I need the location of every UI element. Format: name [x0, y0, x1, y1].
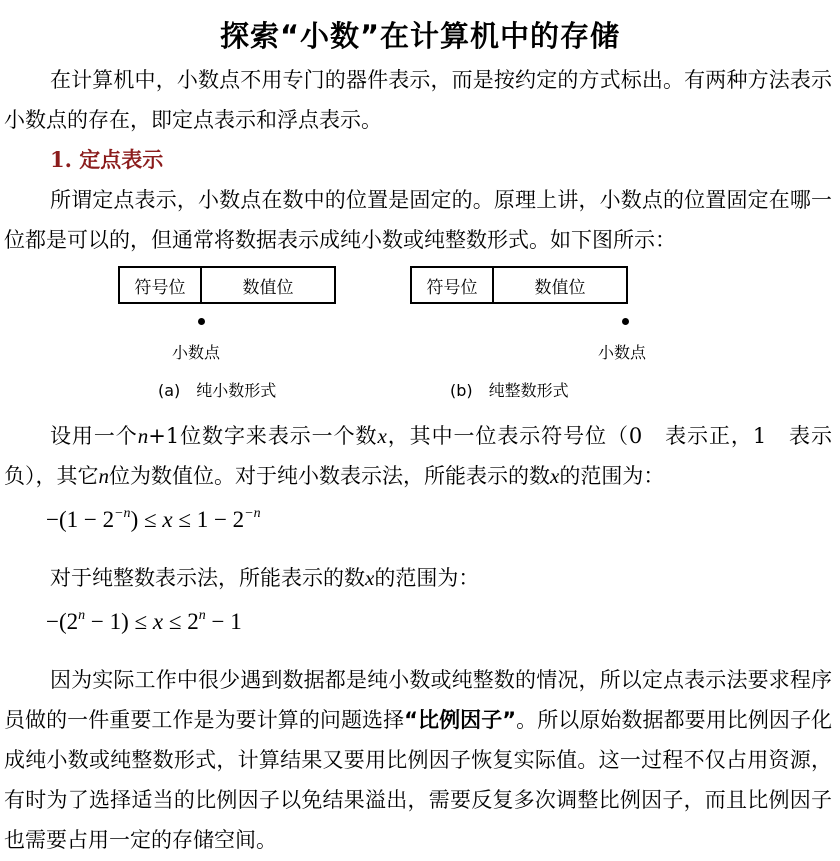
formula-variable: x	[152, 609, 164, 634]
text-run: 对于纯整数表示法，所能表示的数	[50, 566, 365, 590]
sign-bit-cell: 符号位	[412, 268, 494, 302]
sign-bit-cell: 符号位	[120, 268, 202, 302]
integer-intro-paragraph	[4, 558, 832, 598]
text-run: 设用一个	[50, 424, 138, 448]
integer-range-formula	[46, 608, 242, 635]
text-run: 位为数值位。对于纯小数表示法，所能表示的数	[109, 464, 550, 488]
formula-part: ≤ 1 − 2	[172, 507, 245, 532]
text-run: +1位数字来表示一个数	[148, 424, 378, 448]
fraction-format-box	[118, 266, 336, 304]
formula-part: − 1) ≤	[85, 609, 153, 634]
formula-variable: x	[162, 507, 173, 532]
scale-factor-term: “比例因子”	[404, 708, 517, 732]
integer-format-box	[410, 266, 628, 304]
variable-n: n	[98, 464, 109, 488]
value-bits-cell: 数值位	[534, 277, 586, 298]
formula-part: −(1 − 2	[46, 507, 115, 532]
variable-x: x	[365, 566, 375, 590]
text-run: 的范围为：	[559, 464, 665, 488]
formula-part: ≤ 2	[163, 609, 199, 634]
text-run: 因为实际工作中很少遇到数据都是纯小数或纯整数的情况，所以定点表示法要求程序员做的一件重要工作是为要计算的问题选择	[4, 668, 832, 732]
decimal-point-dot	[198, 318, 205, 325]
formula-exponent: −n	[114, 506, 131, 521]
decimal-point-dot	[622, 318, 629, 325]
fixed-point-paragraph: 所谓定点表示，小数点在数中的位置是固定的。原理上讲，小数点的位置固定在哪一位都是可以的，但通常将数据表示成纯小数或纯整数形式。如下图所示：	[4, 188, 832, 252]
text-run: ，其中一位表示符号位（0 表示正，1 表示负），其它	[4, 424, 832, 488]
scale-factor-paragraph	[4, 660, 832, 860]
section-heading: 1. 定点表示	[50, 147, 164, 172]
intro-paragraph: 在计算机中，小数点不用专门的器件表示，而是按约定的方式标出。有两种方法表示小数点的存在，即定点表示和浮点表示。	[4, 68, 832, 132]
variable-x: x	[550, 464, 560, 488]
formula-exponent: −n	[244, 506, 261, 521]
text-run: 。所以原始数据都要用比例因子化成纯小数或纯整数形式，计算结果又要用比例因子恢复实际值。这一过程不仅占用资源，有时为了选择适当的比例因子以免结果溢出，需要反复多次调整比例因子，而且比例因子也需要占用一定的存储空间。	[4, 708, 833, 852]
decimal-point-label: 小数点	[598, 343, 647, 362]
text-run: 的范围为：	[374, 566, 480, 590]
fraction-range-formula	[46, 506, 261, 533]
variable-x: x	[377, 424, 387, 448]
decimal-point-label: 小数点	[172, 343, 221, 362]
integer-format-caption: (b) 纯整数形式	[450, 381, 569, 400]
formula-exponent: n	[78, 608, 86, 623]
value-bits-cell: 数值位	[242, 277, 294, 298]
formula-part: ) ≤	[130, 507, 163, 532]
page-title: 探索“小数”在计算机中的存储	[219, 19, 621, 53]
fraction-format-caption: (a) 纯小数形式	[158, 381, 277, 400]
formula-part: −(2	[46, 609, 79, 634]
formula-part: − 1	[205, 609, 242, 634]
assumption-paragraph	[4, 416, 832, 496]
fixed-point-diagram	[0, 260, 840, 410]
variable-n: n	[137, 424, 149, 448]
formula-exponent: n	[198, 608, 206, 623]
